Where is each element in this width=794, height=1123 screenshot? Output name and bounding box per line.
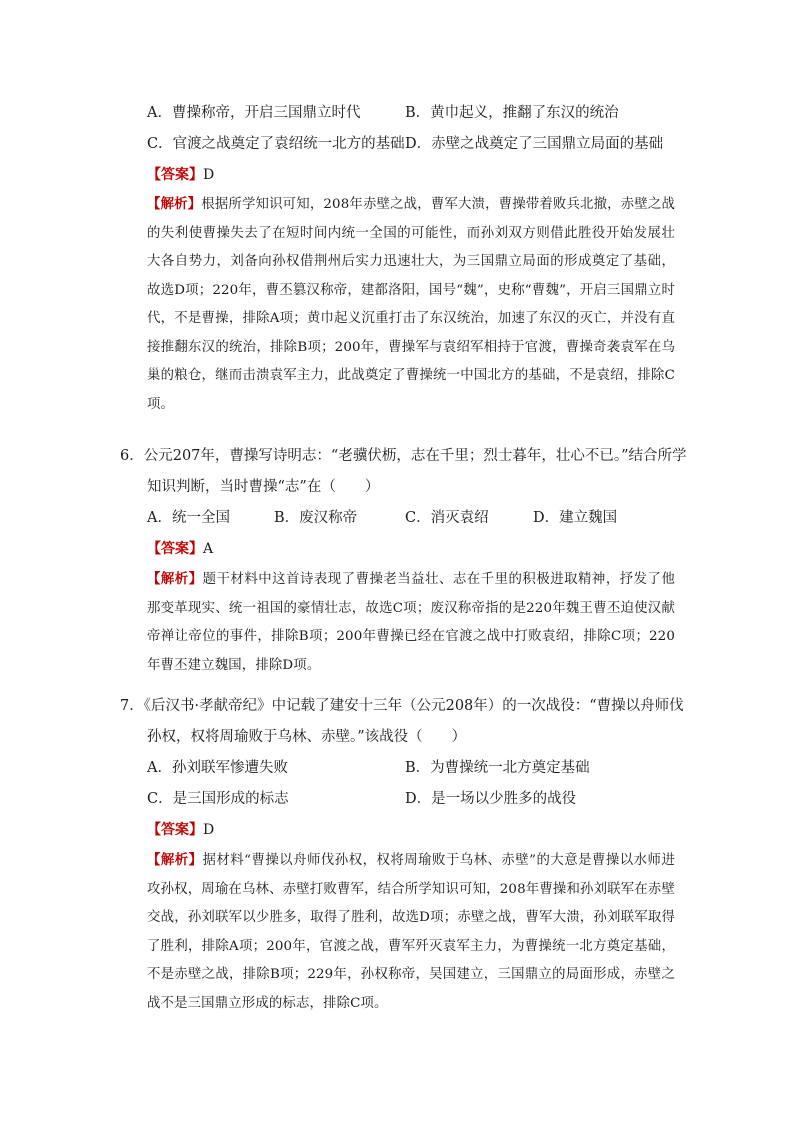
- q7-option-c: [147, 789, 289, 809]
- option-letter: D．: [533, 510, 560, 526]
- option-text: 黄巾起义，推翻了东汉的统治: [430, 105, 619, 121]
- option-letter: A．: [147, 510, 172, 526]
- analysis-text: 根据所学知识可知，208年赤壁之战，曹军大溃，曹操带着败兵北撤，赤壁之战的失利使曹操失去了在短时间内统一全国的可能性，而孙刘双方则借此胜役开始发展壮大各自势力，刘备向孙权借荆州后实力迅速壮大，为三国鼎立局面的形成奠定了基础，故选D项；220年，曹丕篡汉称帝，建都洛阳，国号“魏”，史称“曹魏”，开启三国鼎立时代，不是曹操，排除A项；黄巾起义沉重打击了东汉统治，加速了东汉的灭亡，并没有直接推翻东汉的统治，排除B项；200年，曹操军与袁绍军相持于官渡，曹操奇袭袁军在乌巢的粮仓，继而击溃袁军主力，此战奠定了曹操统一中国北方的基础，不是袁绍，排除C项。: [147, 197, 675, 412]
- q6-stem-line2: [147, 477, 379, 497]
- option-text: 是三国形成的标志: [172, 791, 289, 807]
- q7-answer: [147, 820, 214, 840]
- option-letter: C．: [147, 136, 173, 152]
- option-letter: D．: [405, 791, 432, 807]
- q5-analysis: [147, 190, 675, 419]
- q7-option-a: [147, 758, 288, 778]
- option-letter: D．: [405, 136, 432, 152]
- q5-answer: [147, 165, 214, 185]
- option-text: 为曹操统一北方奠定基础: [430, 760, 590, 776]
- q5-option-a: [147, 103, 360, 123]
- option-letter: B．: [274, 510, 300, 526]
- q6-analysis: [147, 565, 675, 680]
- answer-label: 【答案】: [147, 822, 203, 838]
- analysis-label: 【解析】: [147, 852, 203, 868]
- q7-stem-line1: [120, 696, 684, 716]
- option-text: 曹操称帝，开启三国鼎立时代: [171, 105, 361, 121]
- option-text: 赤壁之战奠定了三国鼎立局面的基础: [431, 136, 664, 152]
- option-text: 孙刘联军惨遭失败: [171, 760, 288, 776]
- question-number: 6．: [120, 448, 144, 464]
- q5-option-c: [147, 134, 405, 154]
- question-number: 7．: [120, 698, 144, 714]
- analysis-text: 题干材料中这首诗表现了曹操老当益壮、志在千里的积极进取精神，抒发了他那变革现实、统一祖国的豪情壮志，故选C项；废汉称帝指的是220年魏王曹丕迫使汉献帝禅让帝位的事件，排除B项；200年曹操已经在官渡之战中打败袁绍，排除C项；220年曹丕建立魏国，排除D项。: [147, 572, 675, 673]
- option-text: 消灭袁绍: [430, 510, 489, 526]
- question-stem: 孙权，权将周瑜败于乌林、赤壁。”该战役（ ）: [147, 729, 467, 745]
- q6-option-b: [274, 508, 357, 528]
- q7-option-b: [405, 758, 590, 778]
- q6-option-c: [405, 508, 489, 528]
- q7-stem-line2: [147, 727, 466, 747]
- answer-value: D: [203, 822, 215, 838]
- option-text: 官渡之战奠定了袁绍统一北方的基础: [172, 136, 405, 152]
- question-stem: 《后汉书·孝献帝纪》中记载了建安十三年（公元208年）的一次战役：“曹操以舟师伐: [143, 698, 684, 714]
- q5-option-b: [405, 103, 619, 123]
- analysis-label: 【解析】: [147, 196, 202, 212]
- q7-option-d: [405, 789, 576, 809]
- question-stem: 公元207年，曹操写诗明志：“老骥伏枥，志在千里；烈士暮年，壮心不已。”结合所学: [143, 448, 687, 464]
- option-text: 统一全国: [171, 510, 230, 526]
- option-letter: C．: [147, 791, 173, 807]
- option-letter: B．: [405, 760, 431, 776]
- answer-label: 【答案】: [147, 167, 203, 183]
- answer-value: A: [203, 541, 214, 557]
- answer-value: D: [203, 167, 215, 183]
- option-letter: B．: [405, 105, 431, 121]
- answer-label: 【答案】: [147, 541, 203, 557]
- option-letter: A．: [147, 105, 172, 121]
- q6-option-d: [533, 508, 617, 528]
- option-text: 废汉称帝: [299, 510, 358, 526]
- q5-option-d: [405, 134, 663, 154]
- option-text: 建立魏国: [559, 510, 618, 526]
- q6-answer: [147, 539, 213, 559]
- analysis-label: 【解析】: [147, 571, 203, 587]
- analysis-text: 据材料“曹操以舟师伐孙权，权将周瑜败于乌林、赤壁”的大意是曹操以水师进攻孙权，周瑜在乌林、赤壁打败曹军，结合所学知识可知，208年曹操和孙刘联军在赤壁交战，孙刘联军以少胜多，取得了胜利，故选D项；赤壁之战，曹军大溃，孙刘联军取得了胜利，排除A项；200年，官渡之战，曹军歼灭袁军主力，为曹操统一北方奠定基础，不是赤壁之战，排除B项；229年，孙权称帝，吴国建立，三国鼎立的局面形成，赤壁之战不是三国鼎立形成的标志，排除C项。: [147, 853, 675, 1011]
- option-letter: A．: [147, 760, 172, 776]
- option-text: 是一场以少胜多的战役: [431, 791, 577, 807]
- q6-stem-line1: [120, 446, 686, 466]
- q7-analysis: [147, 846, 675, 1018]
- q6-option-a: [147, 508, 230, 528]
- option-letter: C．: [405, 510, 431, 526]
- question-stem: 知识判断，当时曹操“志”在（ ）: [147, 479, 380, 495]
